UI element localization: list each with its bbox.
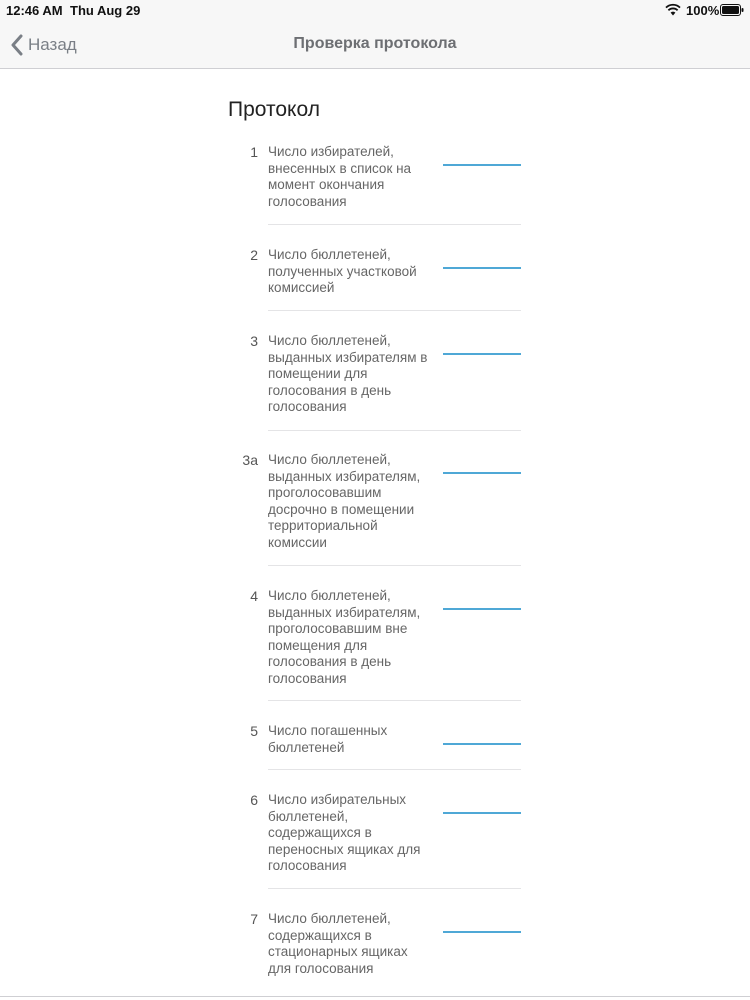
- back-label: Назад: [28, 35, 77, 54]
- row-number: 2: [250, 247, 258, 263]
- row-label: Число бюллетеней, выданных избирателям в помещении для голосования в день голосования: [268, 333, 428, 414]
- row-divider: [268, 224, 521, 225]
- row-number: 4: [250, 588, 258, 604]
- row-value-input[interactable]: [443, 456, 521, 474]
- status-date: Thu Aug 29: [70, 3, 141, 18]
- row-number: 1: [250, 144, 258, 160]
- row-divider: [268, 769, 521, 770]
- row-divider: [268, 430, 521, 431]
- battery-icon: [720, 4, 744, 16]
- row-value-input[interactable]: [443, 796, 521, 814]
- row-number: 3: [250, 333, 258, 349]
- row-label: Число погашенных бюллетеней: [268, 723, 388, 755]
- row-value-input[interactable]: [443, 915, 521, 933]
- wifi-icon: [665, 3, 681, 16]
- row-divider: [268, 888, 521, 889]
- row-value-input[interactable]: [443, 148, 521, 166]
- row-number: 7: [250, 911, 258, 927]
- protocol-form: [0, 70, 750, 1000]
- navigation-bar: [0, 22, 750, 69]
- row-label: Число бюллетеней, содержащихся в стационарных ящиках для голосования: [268, 911, 408, 976]
- row-label: Число бюллетеней, выданных избирателям, проголосовавшим досрочно в помещении территориальной комиссии: [268, 452, 421, 550]
- row-divider: [268, 565, 521, 566]
- row-number: 5: [250, 723, 258, 739]
- row-label: Число избирательных бюллетеней, содержащихся в переносных ящиках для голосования: [268, 792, 421, 873]
- battery-percent: 100%: [686, 3, 720, 18]
- row-divider: [268, 310, 521, 311]
- row-divider: [268, 700, 521, 701]
- row-value-input[interactable]: [443, 337, 521, 355]
- status-bar: [0, 0, 750, 22]
- row-label: Число избирателей, внесенных в список на момент окончания голосования: [268, 144, 412, 209]
- row-value-input[interactable]: [443, 727, 521, 745]
- status-time: 12:46 AM: [6, 3, 63, 18]
- row-label: Число бюллетеней, выданных избирателям, проголосовавшим вне помещения для голосования в день голосования: [268, 588, 421, 686]
- nav-title: Проверка протокола: [293, 35, 457, 52]
- bottom-divider: [0, 996, 750, 997]
- row-label: Число бюллетеней, полученных участковой комиссией: [268, 247, 417, 295]
- row-number: 6: [250, 792, 258, 808]
- row-value-input[interactable]: [443, 592, 521, 610]
- row-number: 3а: [242, 452, 258, 468]
- page-title: Протокол: [228, 98, 320, 121]
- row-value-input[interactable]: [443, 251, 521, 269]
